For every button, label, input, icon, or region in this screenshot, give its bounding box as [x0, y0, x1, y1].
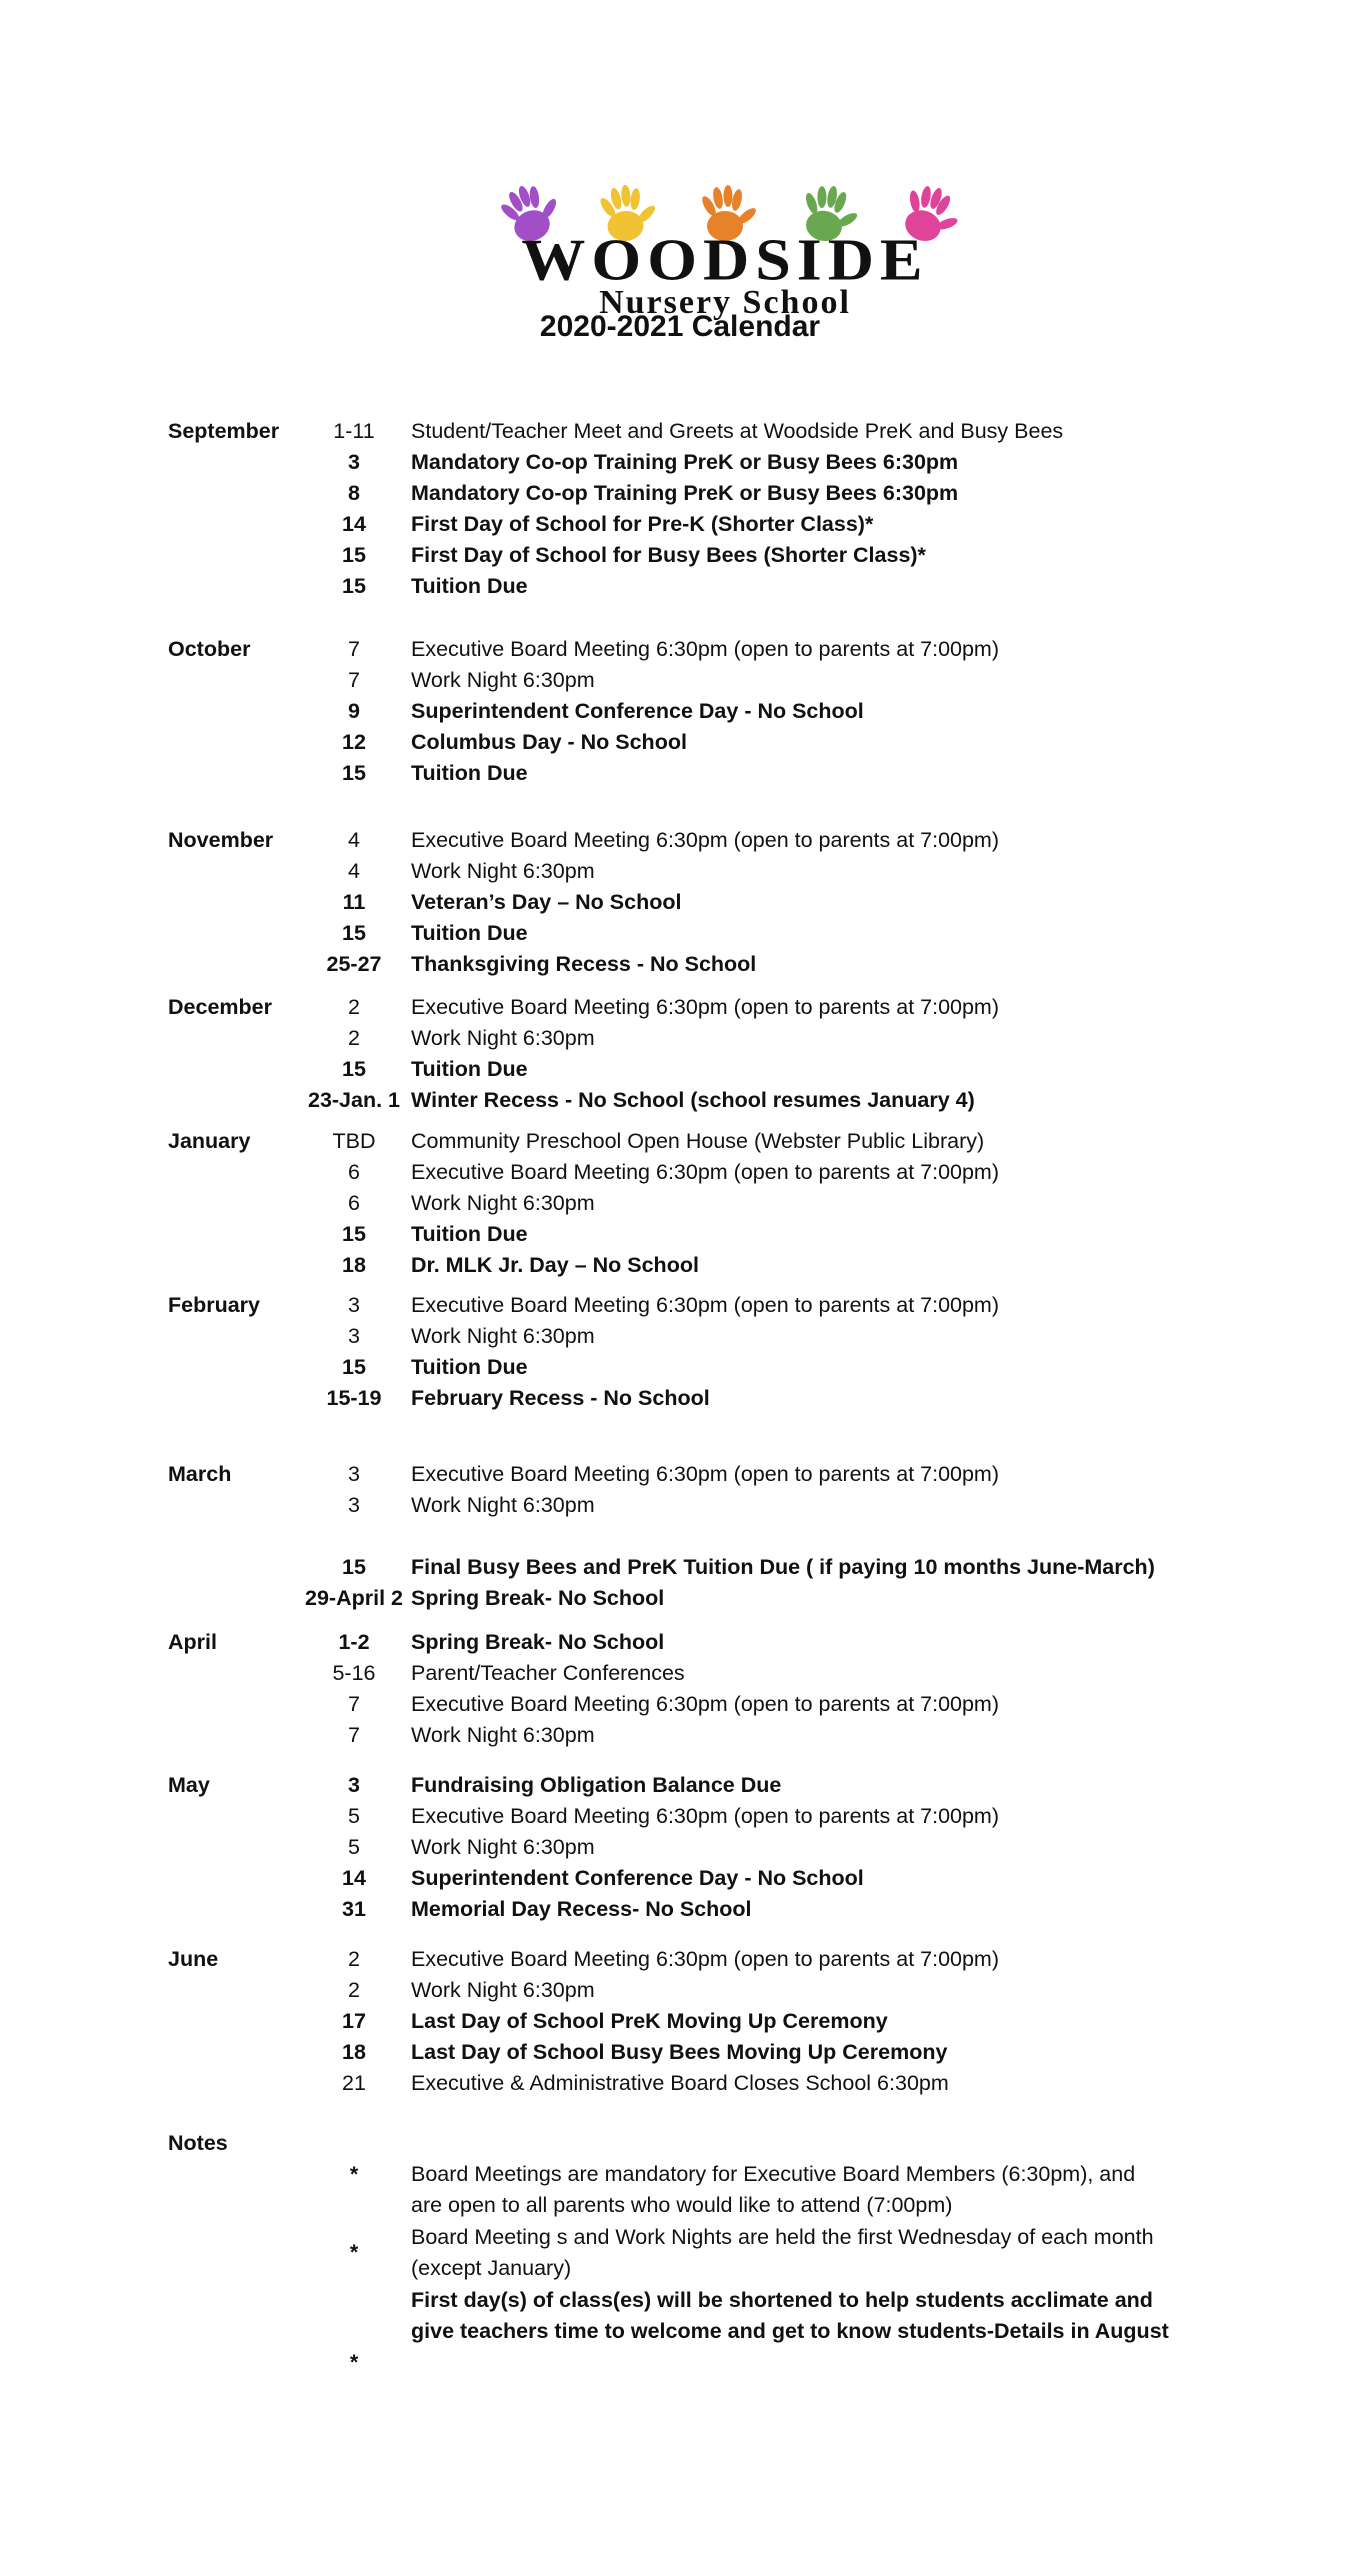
calendar-row: [0, 1552, 1360, 1583]
calendar-row: [0, 1188, 1360, 1219]
event-date: 1-11: [333, 419, 375, 443]
event-description: February Recess - No School: [411, 1386, 710, 1410]
event-description: Parent/Teacher Conferences: [411, 1661, 685, 1685]
calendar-row: [0, 1383, 1360, 1414]
event-date: 4: [348, 859, 360, 883]
event-description: Dr. MLK Jr. Day – No School: [411, 1253, 699, 1277]
month-label: February: [168, 1293, 261, 1317]
calendar-row: [0, 1583, 1360, 1614]
event-description: Last Day of School PreK Moving Up Ceremony: [411, 2009, 888, 2033]
event-description: Work Night 6:30pm: [411, 1723, 595, 1747]
event-date: 2: [348, 1026, 360, 1050]
calendar-row: [0, 665, 1360, 696]
event-date: 3: [348, 1293, 360, 1317]
event-description: First Day of School for Busy Bees (Shorter Class)*: [411, 543, 926, 567]
calendar-row: [0, 758, 1360, 789]
calendar-row: [0, 634, 1360, 665]
event-date: 3: [348, 450, 360, 474]
event-date: 31: [342, 1897, 366, 1921]
month-label: March: [168, 1462, 232, 1486]
calendar-row: [0, 856, 1360, 887]
event-description: Executive Board Meeting 6:30pm (open to parents at 7:00pm): [411, 1804, 1000, 1828]
calendar-row: [0, 1290, 1360, 1321]
event-date: 7: [348, 1723, 360, 1747]
event-description: Mandatory Co-op Training PreK or Busy Bees 6:30pm: [411, 450, 959, 474]
event-description: Community Preschool Open House (Webster Public Library): [411, 1129, 985, 1153]
event-date: 2: [348, 995, 360, 1019]
event-date: 15-19: [326, 1386, 382, 1410]
event-date: 15: [342, 574, 366, 598]
event-date: 5-16: [332, 1661, 376, 1685]
calendar-row: [0, 1321, 1360, 1352]
month-label: December: [168, 995, 272, 1019]
event-description: Fundraising Obligation Balance Due: [411, 1773, 782, 1797]
calendar-row: [0, 825, 1360, 856]
event-description: Thanksgiving Recess - No School: [411, 952, 757, 976]
calendar-row: [0, 2006, 1360, 2037]
event-date: 15: [342, 921, 366, 945]
calendar-row: [0, 887, 1360, 918]
calendar-row: [0, 1490, 1360, 1521]
event-date: 11: [342, 890, 366, 914]
event-date: 23-Jan. 1: [307, 1088, 401, 1112]
event-date: 15: [342, 1555, 366, 1579]
event-description: Mandatory Co-op Training PreK or Busy Bees 6:30pm: [411, 481, 959, 505]
event-date: 15: [342, 543, 366, 567]
event-date: 29-April 2: [305, 1586, 403, 1610]
event-description: First Day of School for Pre-K (Shorter Class)*: [411, 512, 874, 536]
note-marker: *: [349, 2350, 359, 2374]
event-description: Superintendent Conference Day - No School: [411, 699, 864, 723]
calendar-row: [0, 447, 1360, 478]
event-date: 7: [348, 637, 360, 661]
event-description: Executive Board Meeting 6:30pm (open to parents at 7:00pm): [411, 1462, 1000, 1486]
event-date: 3: [348, 1493, 360, 1517]
event-description: Tuition Due: [411, 574, 528, 598]
logo-subtitle: Nursery School: [599, 284, 851, 321]
event-description: Tuition Due: [411, 1355, 528, 1379]
event-description: Work Night 6:30pm: [411, 1191, 595, 1215]
event-date: 14: [342, 1866, 366, 1890]
event-date: 25-27: [326, 952, 382, 976]
calendar-row: [0, 727, 1360, 758]
event-description: Superintendent Conference Day - No School: [411, 1866, 864, 1890]
calendar-row: [0, 1720, 1360, 1751]
event-description: Winter Recess - No School (school resumes January 4): [411, 1088, 975, 1112]
calendar-row: [0, 1770, 1360, 1801]
calendar-row: [0, 1157, 1360, 1188]
event-description: Student/Teacher Meet and Greets at Woodside PreK and Busy Bees: [411, 419, 1064, 443]
event-date: 9: [348, 699, 360, 723]
event-description: Executive Board Meeting 6:30pm (open to parents at 7:00pm): [411, 1293, 1000, 1317]
event-date: 7: [348, 668, 360, 692]
calendar-row: [0, 949, 1360, 980]
calendar-row: [0, 1219, 1360, 1250]
month-label: April: [168, 1630, 217, 1654]
event-description: Last Day of School Busy Bees Moving Up Ceremony: [411, 2040, 948, 2064]
event-date: 15: [342, 1355, 366, 1379]
calendar-row: [0, 416, 1360, 447]
calendar-row: [0, 696, 1360, 727]
event-description: Tuition Due: [411, 1057, 528, 1081]
event-date: 18: [342, 1253, 366, 1277]
event-description: Work Night 6:30pm: [411, 1835, 595, 1859]
event-date: 3: [348, 1324, 360, 1348]
event-date: 6: [348, 1191, 360, 1215]
calendar-row: [0, 992, 1360, 1023]
event-description: Executive Board Meeting 6:30pm (open to parents at 7:00pm): [411, 637, 1000, 661]
event-date: 21: [342, 2071, 366, 2095]
event-description: Final Busy Bees and PreK Tuition Due ( if paying 10 months June-March): [411, 1555, 1155, 1579]
event-description: Spring Break- No School: [411, 1586, 665, 1610]
calendar-row: [0, 1944, 1360, 1975]
event-description: Tuition Due: [411, 921, 528, 945]
event-description: Executive & Administrative Board Closes School 6:30pm: [411, 2071, 949, 2095]
calendar-row: [0, 1863, 1360, 1894]
month-label: October: [168, 637, 251, 661]
note-marker: *: [349, 2162, 359, 2186]
calendar-row: [0, 1894, 1360, 1925]
note-text: Board Meetings are mandatory for Executive Board Members (6:30pm), and are open to all parents who would like to attend (7:00pm): [411, 2162, 1136, 2217]
note-marker: *: [349, 2240, 359, 2264]
event-description: Executive Board Meeting 6:30pm (open to parents at 7:00pm): [411, 995, 1000, 1019]
calendar-row: [0, 1658, 1360, 1689]
calendar-row: [0, 1250, 1360, 1281]
event-description: Veteran’s Day – No School: [411, 890, 682, 914]
event-date: 8: [348, 481, 360, 505]
calendar-row: [0, 540, 1360, 571]
calendar-row: [0, 918, 1360, 949]
event-date: 7: [348, 1692, 360, 1716]
month-label: May: [168, 1773, 210, 1797]
event-date: 3: [348, 1462, 360, 1486]
event-date: 15: [342, 761, 366, 785]
calendar-row: [0, 1054, 1360, 1085]
month-label: June: [168, 1947, 219, 1971]
event-description: Work Night 6:30pm: [411, 668, 595, 692]
event-description: Work Night 6:30pm: [411, 1026, 595, 1050]
event-description: Tuition Due: [411, 1222, 528, 1246]
notes-heading: Notes: [168, 2131, 228, 2155]
event-description: Tuition Due: [411, 761, 528, 785]
event-date: 5: [348, 1835, 360, 1859]
calendar-row: [0, 2037, 1360, 2068]
school-logo: [430, 178, 1020, 321]
event-date: 14: [342, 512, 366, 536]
event-date: 6: [348, 1160, 360, 1184]
calendar-row: [0, 1085, 1360, 1116]
event-date: 15: [342, 1222, 366, 1246]
event-date: 4: [348, 828, 360, 852]
calendar-row: [0, 1627, 1360, 1658]
event-date: 15: [342, 1057, 366, 1081]
calendar-row: [0, 509, 1360, 540]
logo-school-name: WOODSIDE: [521, 226, 929, 293]
note-text: First day(s) of class(es) will be shortened to help students acclimate and give teachers time to welcome and get to know students-Details in August: [411, 2288, 1169, 2343]
calendar-row: [0, 1459, 1360, 1490]
calendar-row: [0, 1023, 1360, 1054]
event-description: Work Night 6:30pm: [411, 1324, 595, 1348]
calendar-row: [0, 2068, 1360, 2099]
event-date: 2: [348, 1947, 360, 1971]
event-date: TBD: [332, 1129, 376, 1153]
calendar-row: [0, 1126, 1360, 1157]
event-date: 2: [348, 1978, 360, 2002]
calendar-title: 2020-2021 Calendar: [539, 310, 821, 343]
event-date: 3: [348, 1773, 360, 1797]
calendar-row: [0, 1832, 1360, 1863]
calendar-row: [0, 478, 1360, 509]
event-date: 12: [342, 730, 366, 754]
event-description: Columbus Day - No School: [411, 730, 687, 754]
event-description: Spring Break- No School: [411, 1630, 665, 1654]
event-description: Executive Board Meeting 6:30pm (open to parents at 7:00pm): [411, 1160, 1000, 1184]
event-description: Executive Board Meeting 6:30pm (open to parents at 7:00pm): [411, 1692, 1000, 1716]
event-description: Executive Board Meeting 6:30pm (open to parents at 7:00pm): [411, 828, 1000, 852]
event-description: Work Night 6:30pm: [411, 1493, 595, 1517]
event-date: 18: [342, 2040, 366, 2064]
calendar-row: [0, 1801, 1360, 1832]
event-description: Work Night 6:30pm: [411, 859, 595, 883]
event-description: Memorial Day Recess- No School: [411, 1897, 752, 1921]
calendar-row: [0, 1352, 1360, 1383]
event-date: 1-2: [338, 1630, 370, 1654]
note-text: Board Meeting s and Work Nights are held the first Wednesday of each month (except January): [411, 2225, 1154, 2280]
event-description: Executive Board Meeting 6:30pm (open to parents at 7:00pm): [411, 1947, 1000, 1971]
calendar-row: [0, 1975, 1360, 2006]
calendar-row: [0, 1689, 1360, 1720]
month-label: November: [168, 828, 274, 852]
event-description: Work Night 6:30pm: [411, 1978, 595, 2002]
event-date: 17: [342, 2009, 366, 2033]
calendar-row: [0, 571, 1360, 602]
event-date: 5: [348, 1804, 360, 1828]
month-label: September: [168, 419, 280, 443]
month-label: January: [168, 1129, 251, 1153]
